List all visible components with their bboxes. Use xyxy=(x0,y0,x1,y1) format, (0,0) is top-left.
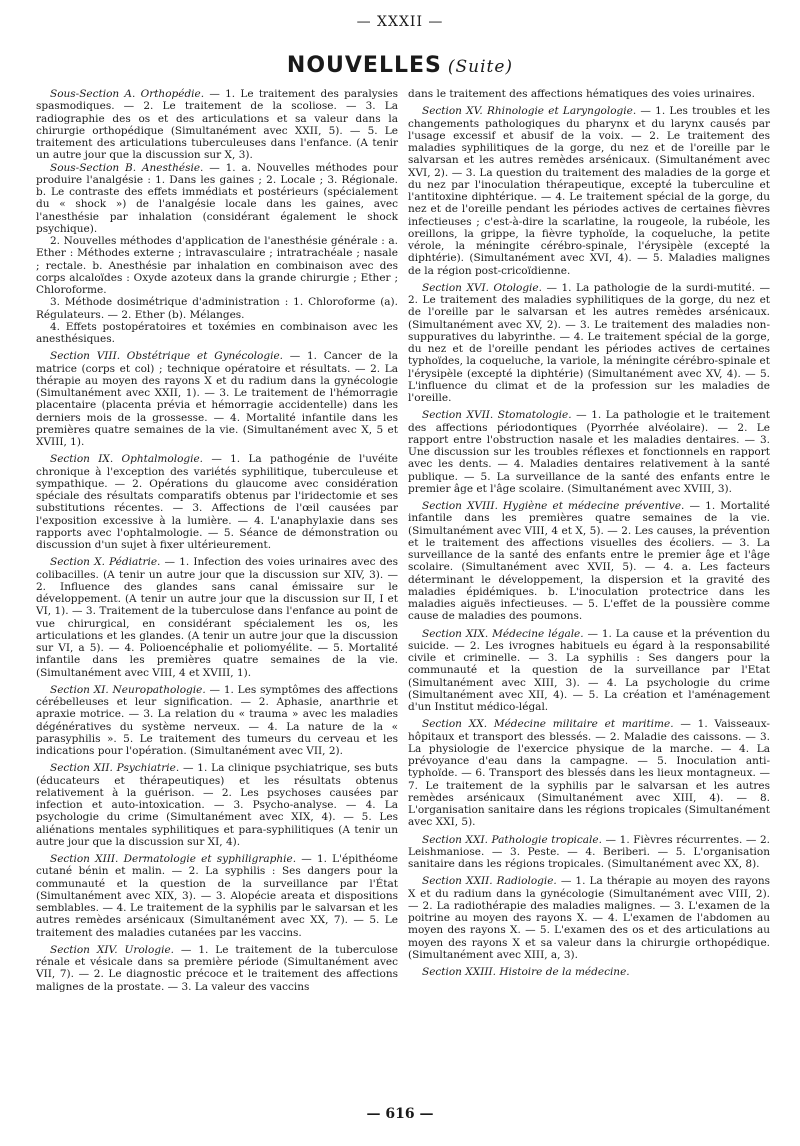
paragraph-text: — 1. Mortalité infantile dans les premières quatre semaines de la vie. (Simultanément avec VIII, 4 et X, 5). — 2. Les causes, la prévention et le traitement des affections visuelles des écoliers. — 3. La surveillance de la santé des enfants entre le premier âge et l'âge scolaire. (Simultanément avec XVII, 5). — 4. a. Les facteurs déterminant le développement, la dispersion et la gravité des maladies épidémiques. b. L'inoculation protectrice dans les maladies aiguës infectieuses. — 5. L'effet de la poussière comme cause de maladies des poumons. xyxy=(408,500,770,623)
paragraph-text: — 1. La pathogénie de l'uvéite chronique à l'exception des variétés syphilitique, tuberculeuse et sympathique. — 2. Opérations du glaucome avec considération spéciale des résultats comparatifs obtenus par l'iridectomie et ses substitutions récentes. — 3. Affections de l'œil causées par l'exposition excessive à la lumière. — 4. L'anaphylaxie dans ses rapports avec l'ophtalmologie. — 5. Séance de démonstration ou discussion d'un sujet à fixer ultérieurement. xyxy=(36,453,398,551)
section-paragraph xyxy=(408,409,770,495)
section-paragraph xyxy=(36,762,398,848)
section-paragraph xyxy=(408,875,770,961)
paragraph xyxy=(36,321,398,346)
section-heading: Section X. Pédiatrie. xyxy=(50,556,161,569)
paragraph xyxy=(36,162,398,236)
section-paragraph xyxy=(408,718,770,828)
title-suite: (Suite) xyxy=(447,57,514,77)
paragraph-text: — 1. Vaisseaux-hôpitaux et transport des blessés. — 2. Maladie des caissons. — 3. La physiologie de l'exercice physique de la marche. — 4. La prévoyance d'eau dans la campagne. — 5. Inoculation anti-typhoïde. — 6. Transport des blessés dans les lieux montagneux. — 7. Le traitement de la syphilis par le salvarsan et les autres remèdes arsénicaux (Simultanément avec XIII, 4). — 8. L'organisation sanitaire dans les régions tropicales (Simultanément avec XXI, 5). xyxy=(408,718,770,829)
right-column xyxy=(408,88,770,978)
section-paragraph xyxy=(36,350,398,448)
section-heading: Section XXII. Radiologie. xyxy=(422,875,557,888)
paragraph-text: — 1. Cancer de la matrice (corps et col) ; technique opératoire et résultats. — 2. La thérapie au moyen des rayons X et du radium dans la gynécologie (Simultanément avec XXII, 1). — 3. Le traitement de l'hémorragie placentaire (placenta prévia et hémorragie accidentelle) dans les derniers mois de la grossesse. — 4. Mortalité infantile dans les premières quatre semaines de la vie. (Simultanément avec X, 5 et XVIII, 1). xyxy=(36,350,398,448)
section-heading: Section XVI. Otologie. xyxy=(422,281,542,294)
section-paragraph xyxy=(408,966,770,978)
paragraph-text: 2. Nouvelles méthodes d'application de l'anesthésie générale : a. Ether : Méthodes externe ; intravasculaire ; intratrachéale ; nasale ; rectale. b. Anesthésie par inhalation en combinaison avec des corps alcaloïdes : Oxyde azoteux dans la grande chirurgie ; Ether ; Chloroforme. xyxy=(36,235,398,296)
paragraph-text: — 1. Le traitement des paralysies spasmodiques. — 2. Le traitement de la scoliose. — 3. La radiographie des os et des articulations et sa valeur dans la chirurgie orthopédique (Simultanément avec XXII, 5). — 5. Le traitement des articulations tuberculeuses dans l'enfance. (A tenir un autre jour que la discussion sur X, 3). xyxy=(36,88,398,162)
paragraph-text: — 1. La cause et la prévention du suicide. — 2. Les ivrognes habituels eu égard à la responsabilité civile et criminelle. — 3. La syphilis : Ses dangers pour la communauté et la question de la surveillance par l'Etat (Simultanément avec XIII, 3). — 4. La psychologie du crime (Simultanément avec XII, 4). — 5. La création et l'aménagement d'un Institut médico-légal. xyxy=(408,627,770,713)
section-heading: Section IX. Ophtalmologie. xyxy=(50,453,204,466)
section-heading: Section XXI. Pathologie tropicale. xyxy=(422,833,602,846)
paragraph-text: — 1. a. Nouvelles méthodes pour produire l'analgésie : 1. Dans les gaines ; 2. Locale ; 3. Régionale. b. Le contraste des effets immédiats et postérieurs (spécialement du « shock ») de l'analgésie locale dans les gaines, avec l'anesthésie par inhalation (considérant également le shock psychique). xyxy=(36,161,398,235)
section-heading: Section XI. Neuropathologie. xyxy=(50,683,206,696)
paragraph xyxy=(36,296,398,321)
section-heading: Section XII. Psychiatrie. xyxy=(50,762,180,775)
paragraph-text: — 1. Les troubles et les changements pathologiques du pharynx et du larynx causés par l'usage excessif et abusif de la voix. — 2. Le traitement des maladies syphilitiques de la gorge, du nez et de l'oreille par le salvarsan et les autres remèdes arsénicaux. (Simultanément avec XVI, 2). — 3. La question du traitement des maladies de la gorge et du nez par l'inoculation thérapeutique, excepté la tuberculine et l'antitoxine diphtérique. — 4. Le traitement spécial de la gorge, du nez et de l'oreille pendant les périodes actives de certaines fièvres infectieuses ; c'est-à-dire la scarlatine, la rougeole, la rubéole, les oreillons, la grippe, la fièvre typhoïde, la coqueluche, la petite vérole, la méningite cérébro-spinale, l'érysipèle (excepté la diphtérie). (Simultanément avec XVI, 4). — 5. Maladies malignes de la région post-cricoïdienne. xyxy=(408,105,770,277)
section-paragraph xyxy=(36,453,398,551)
section-paragraph xyxy=(36,556,398,679)
section-paragraph xyxy=(408,282,770,405)
section-heading: Section XIX. Médecine légale. xyxy=(422,627,584,640)
title-main: NOUVELLES xyxy=(286,53,442,78)
roman-page-number: — XXXII — xyxy=(356,14,444,30)
paragraph-text: 3. Méthode dosimétrique d'administration : 1. Chloroforme (a). Régulateurs. — 2. Ether (b). Mélanges. xyxy=(36,296,398,321)
section-paragraph xyxy=(36,684,398,758)
paragraph-text: — 1. Infection des voies urinaires avec des colibacilles. (A tenir un autre jour que la discussion sur XIV, 3). — 2. Influence des glandes sans canal émissaire sur le développement. (A tenir un autre jour que la discussion sur II, I et VI, 1). — 3. Traitement de la tuberculose dans l'enfance au point de vue chirurgical, en considérant spécialement les os, les articulations et les glandes. (A tenir un autre jour que la discussion sur VI, a 5). — 4. Polioencéphalie et poliomyélite. — 5. Mortalité infantile dans les premières quatre semaines de la vie. (Simultanément avec VIII, 4 et XVIII, 1). xyxy=(36,556,398,679)
paragraph-text: — 1. La thérapie au moyen des rayons X et du radium dans la gynécologie (Simultanément avec VIII, 2). — 2. La radiothérapie des maladies malignes. — 3. L'examen de la poitrine au moyen des rayons X. — 4. L'examen de l'abdomen au moyen des rayons X. — 5. L'examen des os et des articulations au moyen des rayons X et sa valeur dans la chirurgie orthopédique. (Simultanément avec XIII, a, 3). xyxy=(408,875,771,961)
section-paragraph xyxy=(408,500,770,623)
paragraph xyxy=(408,88,770,100)
section-heading: Section XXIII. Histoire de la médecine. xyxy=(422,966,630,978)
section-paragraph xyxy=(408,105,770,277)
section-heading: Section XIII. Dermatologie et syphiligraphie. xyxy=(50,853,297,865)
paragraph-text: — 1. La pathologie et le traitement des affections périodontiques (Pyorrhée alvéolaire). — 2. Le rapport entre l'obstruction nasale et les maladies dentaires. — 3. Une discussion sur les troubles réflexes et fonctionnels en rapport avec les dents. — 4. Maladies dentaires relativement à la santé publique. — 5. La surveillance de la santé des enfants entre le premier âge et l'âge scolaire. (Simultanément avec XVIII, 3). xyxy=(408,409,770,495)
paragraph xyxy=(36,88,398,162)
section-heading: Section VIII. Obstétrique et Gynécologie. xyxy=(50,350,283,363)
section-heading: Section XX. Médecine militaire et maritime. xyxy=(422,718,674,731)
section-heading: Section XIV. Urologie. xyxy=(50,943,174,956)
paragraph-text: — 1. L'épithéome cutané bénin et malin. — 2. La syphilis : Ses dangers pour la communauté et la question de la surveillance par l'État (Simultanément avec XIX, 3). — 3. Alopécie areata et dispositions semblables. — 4. Le traitement de la syphilis par le salvarsan et les autres remèdes arsénicaux (Simultanément avec XX, 7). — 5. Le traitement des maladies cutanées par les vaccins. xyxy=(36,853,398,939)
footer-page-number: — 616 — xyxy=(366,1106,434,1122)
paragraph-text: — 1. Fièvres récurrentes. — 2. Leishmaniose. — 3. Peste. — 4. Beriberi. — 5. L'organisation sanitaire dans les régions tropicales. (Simultanément avec XX, 8). xyxy=(408,833,770,870)
section-heading: Section XV. Rhinologie et Laryngologie. xyxy=(422,105,637,118)
paragraph-text: — 1. Les symptômes des affections cérébelleuses et leur signification. — 2. Aphasie, anarthrie et apraxie motrice. — 3. La relation du « trauma » avec les maladies dégénératives du système nerveux. — 4. La nature de la « parasyphilis ». 5. Le traitement des tumeurs du cerveau et les indications pour l'opération. (Simultanément avec VII, 2). xyxy=(36,683,399,757)
section-paragraph xyxy=(408,834,770,871)
left-column xyxy=(36,88,398,993)
paragraph-text: — 1. La pathologie de la surdi-mutité. — 2. Le traitement des maladies syphilitiques de la gorge, du nez et de l'oreille par le salvarsan et les autres remèdes arsénicaux. (Simultanément avec XV, 2). — 3. Le traitement des maladies non-suppuratives du labyrinthe. — 4. Le traitement spécial de la gorge, du nez et de l'oreille pendant les périodes actives de certaines typhoïdes, la coqueluche, la variole, la méningite cérébro-spinale et l'érysipèle (excepté la diphtérie) (Simultanément avec XV, 4). — 5. L'influence du climat et de la profession sur les maladies de l'oreille. xyxy=(408,281,770,404)
section-heading: Sous-Section B. Anesthésie. xyxy=(50,161,204,174)
paragraph-text: — 1. La clinique psychiatrique, ses buts (éducateurs et thérapeutiques) et les résultats obtenus relativement à la guérison. — 2. Les psychoses causées par infection et auto-intoxication. — 3. Psycho-analyse. — 4. La psychologie du crime (Simultanément avec XIX, 4). — 5. Les aliénations mentales syphilitiques et para-syphilitiques (A tenir un autre jour que la discussion sur XI, 4). xyxy=(36,762,398,848)
section-heading: Sous-Section A. Orthopédie. xyxy=(50,88,205,100)
page-title xyxy=(0,52,800,78)
section-heading: Section XVIII. Hygiène et médecine préventive. xyxy=(422,500,685,512)
section-paragraph xyxy=(36,853,398,939)
section-paragraph xyxy=(408,628,770,714)
paragraph-text: — 1. Le traitement de la tuberculose rénale et vésicale dans sa première période (Simultanément avec VII, 7). — 2. Le diagnostic précoce et le traitement des affections malignes de la prostate. — 3. La valeur des vaccins xyxy=(36,943,398,993)
section-heading: Section XVII. Stomatologie. xyxy=(422,409,572,422)
paragraph-text: 4. Effets postopératoires et toxémies en combinaison avec les anesthésiques. xyxy=(36,320,398,345)
section-paragraph xyxy=(36,944,398,993)
paragraph-text: dans le traitement des affections hématiques des voies urinaires. xyxy=(408,88,755,100)
paragraph xyxy=(36,235,398,296)
